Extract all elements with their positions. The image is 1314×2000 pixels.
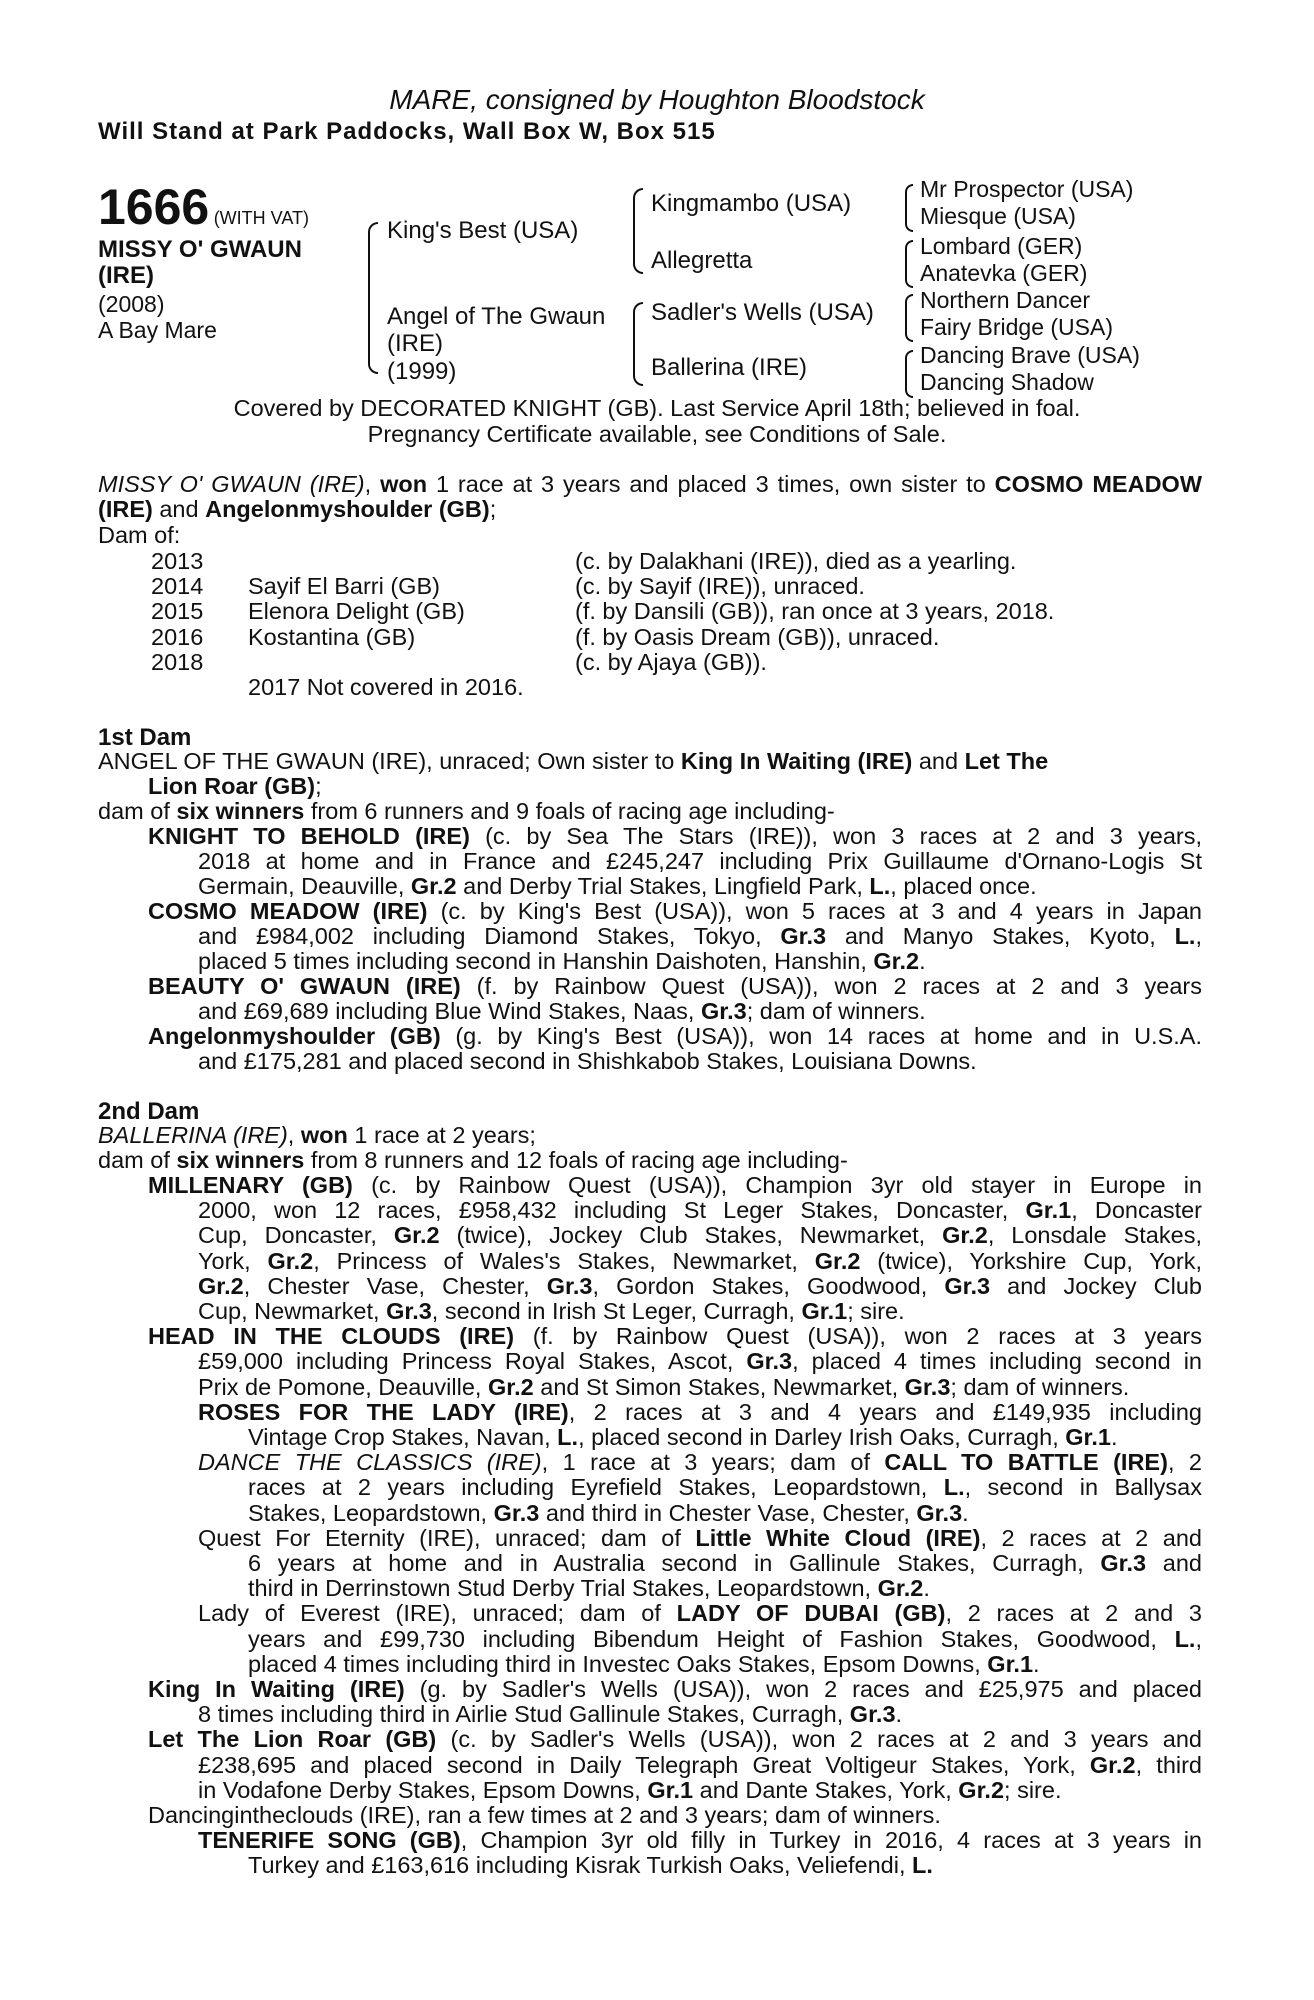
- intro-text: 1 race at 3 years and placed 3 times, own sister to: [427, 471, 995, 497]
- entry-text: ,: [1195, 923, 1202, 949]
- bold-text: Gr.3: [904, 1373, 951, 1400]
- line-text: .: [895, 1701, 903, 1728]
- second-dam-line: [248, 1501, 1202, 1526]
- bold-text: Gr.1: [1025, 1197, 1072, 1224]
- line-text: .: [1111, 1424, 1118, 1450]
- second-dam-six-winners: six winners: [176, 1147, 305, 1173]
- intro-won: won: [380, 471, 428, 497]
- dam-dam: Ballerina (IRE): [651, 354, 808, 381]
- line-text: , Princess of Wales's Stakes, Newmarket,: [313, 1247, 815, 1274]
- bold-text: Gr.2: [393, 1222, 440, 1249]
- second-dam-line: [148, 1803, 1202, 1828]
- produce-name: Kostantina (GB): [248, 623, 416, 650]
- intro-end: ;: [489, 496, 497, 523]
- entry-text: and Derby Trial Stakes, Lingfield Park,: [456, 873, 870, 899]
- horse-country: (IRE): [98, 262, 154, 289]
- line-text: , Doncaster: [1071, 1197, 1202, 1224]
- line-text: in Vodafone Derby Stakes, Epsom Downs,: [198, 1776, 648, 1803]
- intro-paragraph: [98, 472, 1202, 522]
- entry-text: and £984,002 including Diamond Stakes, Tokyo,: [198, 923, 781, 949]
- first-dam-king-waiting: King In Waiting (IRE): [680, 748, 913, 774]
- pedigree-brace-3c: [905, 294, 913, 342]
- bold-text: Gr.3: [916, 1499, 963, 1526]
- listed-label: L.: [1174, 923, 1196, 949]
- first-dam-entry-3-line-1: [148, 974, 1202, 999]
- line-text: York,: [198, 1247, 268, 1274]
- produce-info: (c. by Ajaya (GB)).: [575, 648, 767, 675]
- line-text: Vintage Crop Stakes, Navan,: [248, 1424, 558, 1450]
- entry-angelonmyshoulder: Angelonmyshoulder (GB): [148, 1023, 441, 1049]
- lot-number: 1666: [98, 179, 210, 235]
- produce-info: (f. by Dansili (GB)), ran once at 3 years, 2018.: [575, 598, 1055, 625]
- bold-text: Gr.2: [877, 1575, 924, 1602]
- pedigree-brace-3a: [905, 184, 913, 232]
- bold-text: Gr.2: [814, 1247, 861, 1274]
- line-text: , 2 races at 2 and: [980, 1524, 1202, 1551]
- produce-name: Elenora Delight (GB): [248, 598, 465, 625]
- entry-knight-to-behold: KNIGHT TO BEHOLD (IRE): [148, 823, 470, 849]
- second-dam-damof-a: dam of: [98, 1147, 177, 1173]
- bold-text: Gr.1: [987, 1650, 1034, 1677]
- bold-text: L.: [943, 1474, 965, 1501]
- first-dam-entry-1-line-3: [198, 874, 1202, 899]
- line-text: placed 4 times including third in Investec Oaks Stakes, Epsom Downs,: [248, 1650, 988, 1677]
- pedigree-brace-2b: [633, 302, 643, 386]
- line-text: .: [962, 1499, 969, 1526]
- line-text: and Dante Stakes, York,: [693, 1776, 959, 1803]
- line-text: , Lonsdale Stakes,: [987, 1222, 1202, 1249]
- pedigree-g8: Dancing Shadow: [920, 369, 1094, 395]
- pedigree-brace-2a: [633, 188, 643, 274]
- bold-text: Gr.3: [546, 1272, 593, 1299]
- dam-sire: Sadler's Wells (USA): [651, 299, 874, 326]
- second-dam-line: [148, 1324, 1202, 1349]
- line-text: years and £99,730 including Bibendum Height of Fashion Stakes, Goodwood,: [248, 1625, 1175, 1652]
- first-dam-entry-2-line-3: [198, 949, 1202, 974]
- entry-text: , placed once.: [890, 873, 1037, 899]
- grade-label: Gr.3: [700, 998, 747, 1024]
- pedigree-g1: Mr Prospector (USA): [920, 176, 1134, 202]
- not-covered-note: 2017 Not covered in 2016.: [248, 674, 524, 700]
- produce-year: 2018: [151, 648, 204, 675]
- bold-text: L.: [1174, 1625, 1196, 1652]
- entry-text: and £69,689 including Blue Wind Stakes, Naas,: [198, 998, 701, 1024]
- second-dam-line: [198, 1249, 1202, 1274]
- line-text: Quest For Eternity (IRE), unraced; dam of: [198, 1524, 696, 1551]
- bold-text: Gr.1: [801, 1298, 848, 1324]
- second-dam-won: won: [300, 1122, 348, 1148]
- line-text: , third: [1135, 1751, 1203, 1778]
- bold-text: Little White Cloud (IRE): [695, 1524, 981, 1551]
- bold-text: Gr.1: [647, 1776, 694, 1803]
- consignor-line: MARE, consigned by Houghton Bloodstock: [389, 84, 925, 115]
- bold-text: L.: [912, 1852, 933, 1879]
- line-text: 2000, won 12 races, £958,432 including St Leger Stakes, Doncaster,: [198, 1197, 1026, 1224]
- entry-text: (c. by Sea The Stars (IRE)), won 3 races at 2 and 3 years,: [469, 823, 1202, 849]
- line-text: 8 times including third in Airlie Stud Gallinule Stakes, Curragh,: [198, 1701, 850, 1728]
- line-text: £59,000 including Princess Royal Stakes, Ascot,: [198, 1348, 747, 1375]
- line-text: £238,695 and placed second in Daily Telegraph Great Voltigeur Stakes, York,: [198, 1751, 1090, 1778]
- line-text: , Champion 3yr old filly in Turkey in 2016, 4 races at 3 years in: [460, 1827, 1202, 1854]
- bold-text: Gr.2: [1089, 1751, 1136, 1778]
- first-dam-and: and: [912, 748, 965, 774]
- bold-text: Let The Lion Roar (GB): [148, 1726, 437, 1753]
- line-text: , 2 races at 3 and 4 years and £149,935 including: [568, 1398, 1202, 1425]
- first-dam-damof-b: from 6 runners and 9 foals of racing age including-: [304, 798, 835, 824]
- entry-text: .: [919, 948, 926, 974]
- bold-text: Gr.3: [944, 1272, 991, 1299]
- second-dam-line: [198, 1274, 1202, 1299]
- intro-horse-name: MISSY O' GWAUN (IRE): [98, 471, 365, 497]
- produce-name: Sayif El Barri (GB): [248, 573, 440, 600]
- produce-year: 2016: [151, 623, 204, 650]
- first-dam-entry-2-line-2: [198, 924, 1202, 949]
- second-dam-name: BALLERINA (IRE): [98, 1122, 288, 1148]
- first-dam-entry-4-line-2: and £175,281 and placed second in Shishkabob Stakes, Louisiana Downs.: [198, 1048, 977, 1074]
- produce-year: 2015: [151, 598, 204, 625]
- pedigree-g7: Dancing Brave (USA): [920, 342, 1140, 368]
- second-dam-line: [198, 1450, 1202, 1475]
- covered-line: Covered by DECORATED KNIGHT (GB). Last Service April 18th; believed in foal.: [233, 395, 1081, 421]
- second-dam-dam-of: [98, 1148, 848, 1173]
- pedigree-g6: Fairy Bridge (USA): [920, 314, 1113, 340]
- dam-name: Angel of The Gwaun: [387, 303, 606, 330]
- pedigree-g4: Anatevka (GER): [920, 260, 1088, 286]
- second-dam-line: [248, 1627, 1202, 1652]
- second-dam-line: [198, 1349, 1202, 1374]
- line-text: (c. by Sadler's Wells (USA)), won 2 races at 2 and 3 years and: [436, 1726, 1202, 1753]
- grade-label: Gr.2: [410, 873, 457, 899]
- horse-name: MISSY O' GWAUN: [98, 236, 302, 263]
- entry-text: (c. by King's Best (USA)), won 5 races at 3 and 4 years in Japan: [427, 898, 1202, 924]
- line-text: races at 2 years including Eyrefield Stakes, Leopardstown,: [248, 1474, 944, 1501]
- location-line: Will Stand at Park Paddocks, Wall Box W, Box 515: [98, 118, 716, 145]
- second-dam-line: [198, 1375, 1202, 1400]
- first-dam-dam-of: [98, 799, 835, 824]
- entry-text: (g. by King's Best (USA)), won 14 races at home and in U.S.A.: [440, 1023, 1202, 1049]
- second-dam-line: [248, 1425, 1202, 1450]
- line-text: (g. by Sadler's Wells (USA)), won 2 races and £25,975 and placed: [404, 1676, 1202, 1702]
- line-text: ; sire.: [847, 1298, 905, 1324]
- first-dam-intro-cont: [148, 774, 322, 799]
- bold-text: Gr.2: [198, 1272, 244, 1299]
- bold-text: Gr.2: [958, 1776, 1005, 1803]
- second-dam-line: [148, 1727, 1202, 1752]
- second-dam-line: [198, 1753, 1202, 1778]
- bold-text: King In Waiting (IRE): [148, 1676, 405, 1702]
- line-text: Lady of Everest (IRE), unraced; dam of: [198, 1600, 677, 1627]
- second-dam-line: [198, 1400, 1202, 1425]
- produce-year: 2014: [151, 573, 204, 600]
- line-text: 6 years at home and in Australia second in Gallinule Stakes, Curragh,: [248, 1550, 1101, 1576]
- line-text: , 2 races at 2 and 3: [945, 1600, 1202, 1627]
- bold-text: L.: [557, 1424, 579, 1450]
- dam-country: (IRE): [387, 330, 443, 357]
- line-text: Cup, Doncaster,: [198, 1222, 394, 1249]
- bold-text: Gr.3: [493, 1499, 540, 1526]
- produce-info: (c. by Dalakhani (IRE)), died as a yearling.: [575, 548, 1017, 574]
- pedigree-g5: Northern Dancer: [920, 287, 1091, 313]
- first-dam-intro-text: ANGEL OF THE GWAUN (IRE), unraced; Own sister to: [98, 748, 681, 774]
- second-dam-line: [198, 1526, 1202, 1551]
- line-text: and Jockey Club: [990, 1272, 1202, 1299]
- line-text: Stakes, Leopardstown,: [248, 1499, 494, 1526]
- first-dam-damof-a: dam of: [98, 798, 177, 824]
- second-dam-line: [198, 1223, 1202, 1248]
- first-dam-entry-3-line-2: [198, 999, 1202, 1024]
- bold-text: Gr.2: [942, 1222, 988, 1249]
- first-dam-intro: [98, 749, 1202, 774]
- entry-text: Germain, Deauville,: [198, 873, 411, 899]
- intro-angelon: Angelonmyshoulder (GB): [205, 496, 490, 523]
- line-text: Turkey and £163,616 including Kisrak Turkish Oaks, Veliefendi,: [248, 1852, 913, 1879]
- bold-text: MILLENARY (GB): [148, 1172, 353, 1198]
- pedigree-brace-3b: [905, 240, 913, 288]
- second-dam-line: [248, 1652, 1202, 1677]
- line-text: Prix de Pomone, Deauville,: [198, 1373, 488, 1400]
- sire-dam: Allegretta: [651, 247, 753, 274]
- line-text: and: [1146, 1550, 1202, 1576]
- sire-name: King's Best (USA): [387, 217, 579, 244]
- second-dam-line: [198, 1702, 1202, 1727]
- line-text: , Gordon Stakes, Goodwood,: [592, 1272, 945, 1299]
- first-dam-lion-roar: Let The: [964, 748, 1049, 774]
- bold-text: Gr.3: [386, 1298, 432, 1324]
- italic-name: DANCE THE CLASSICS (IRE): [198, 1449, 542, 1476]
- sire-sire: Kingmambo (USA): [651, 190, 852, 217]
- line-text: , Chester Vase, Chester,: [243, 1272, 547, 1299]
- first-dam-entry-2-line-1: [148, 899, 1202, 924]
- line-text: (f. by Rainbow Quest (USA)), won 2 races at 3 years: [514, 1323, 1203, 1350]
- line-text: .: [1033, 1650, 1040, 1677]
- bold-text: HEAD IN THE CLOUDS (IRE): [148, 1323, 515, 1350]
- vat-note: (WITH VAT): [213, 208, 309, 228]
- entry-text: placed 5 times including second in Hanshin Daishoten, Hanshin,: [198, 948, 874, 974]
- second-dam-line: [198, 1778, 1202, 1803]
- second-dam-damof-b: from 8 runners and 12 foals of racing age including-: [304, 1147, 848, 1173]
- bold-text: Gr.2: [267, 1247, 314, 1274]
- second-dam-line: [198, 1299, 1202, 1324]
- produce-info: (f. by Oasis Dream (GB)), unraced.: [575, 623, 940, 650]
- pedigree-brace-1: [368, 222, 378, 374]
- dam-of-label: Dam of:: [98, 522, 181, 548]
- produce-info: (c. by Sayif (IRE)), unraced.: [575, 573, 865, 600]
- first-dam-entry-1-line-1: [148, 824, 1202, 849]
- second-dam-line: [198, 1198, 1202, 1223]
- second-dam-heading: 2nd Dam: [98, 1098, 200, 1125]
- lot-number-block: [98, 178, 309, 236]
- line-text: ; dam of winners.: [950, 1373, 1130, 1400]
- pregnancy-line: Pregnancy Certificate available, see Conditions of Sale.: [367, 421, 947, 447]
- line-text: (twice), Yorkshire Cup, York,: [860, 1247, 1202, 1274]
- bold-text: Gr.3: [849, 1701, 896, 1728]
- second-dam-line: [248, 1551, 1202, 1576]
- listed-label: L.: [869, 873, 891, 899]
- bold-text: Gr.3: [1100, 1550, 1147, 1576]
- second-dam-intro: [98, 1123, 536, 1148]
- bold-text: Gr.3: [746, 1348, 793, 1375]
- bold-text: TENERIFE SONG (GB): [198, 1827, 461, 1854]
- dam-year: (1999): [387, 358, 457, 385]
- line-text: .: [923, 1575, 930, 1602]
- line-text: and third in Chester Vase, Chester,: [539, 1499, 917, 1526]
- line-text: , 1 race at 3 years; dam of: [541, 1449, 885, 1476]
- line-text: (c. by Rainbow Quest (USA)), Champion 3yr old stayer in Europe in: [352, 1172, 1202, 1198]
- first-dam-entry-4-line-1: [148, 1024, 1202, 1049]
- entry-beauty-o-gwaun: BEAUTY O' GWAUN (IRE): [148, 973, 461, 999]
- line-text: ; sire.: [1004, 1776, 1062, 1803]
- entry-text: ; dam of winners.: [746, 998, 926, 1024]
- second-dam-line: [198, 1601, 1202, 1626]
- bold-text: Gr.1: [1065, 1424, 1111, 1450]
- entry-text: and Manyo Stakes, Kyoto,: [826, 923, 1175, 949]
- second-dam-sep: ,: [287, 1122, 301, 1148]
- pedigree-g2: Miesque (USA): [920, 203, 1076, 229]
- intro-sep: ,: [364, 471, 381, 497]
- bold-text: LADY OF DUBAI (GB): [676, 1600, 946, 1627]
- first-dam-heading: 1st Dam: [98, 724, 192, 751]
- bold-text: ROSES FOR THE LADY (IRE): [198, 1398, 569, 1425]
- first-dam-six-winners: six winners: [176, 798, 305, 824]
- line-text: , 2: [1167, 1449, 1202, 1476]
- grade-label: Gr.3: [780, 923, 827, 949]
- entry-text: (f. by Rainbow Quest (USA)), won 2 races at 2 and 3 years: [460, 973, 1202, 999]
- second-dam-line: [248, 1576, 1202, 1601]
- line-text: and St Simon Stakes, Newmarket,: [533, 1373, 905, 1400]
- first-dam-intro-end: ;: [315, 773, 322, 799]
- first-dam-lion-roar-2: Lion Roar (GB): [148, 773, 316, 799]
- line-text: , placed 4 times including second in: [792, 1348, 1202, 1375]
- pedigree-g3: Lombard (GER): [920, 233, 1083, 259]
- line-text: , placed second in Darley Irish Oaks, Curragh,: [578, 1424, 1066, 1450]
- second-dam-line: [148, 1173, 1202, 1198]
- bold-text: CALL TO BATTLE (IRE): [884, 1449, 1168, 1476]
- second-dam-line: [148, 1677, 1202, 1702]
- pedigree-brace-3d: [905, 350, 913, 398]
- line-text: Dancingintheclouds (IRE), ran a few times at 2 and 3 years; dam of winners.: [148, 1802, 941, 1828]
- line-text: Cup, Newmarket,: [198, 1298, 387, 1324]
- line-text: third in Derrinstown Stud Derby Trial Stakes, Leopardstown,: [248, 1575, 878, 1602]
- second-dam-line: [248, 1475, 1202, 1500]
- horse-year: (2008): [98, 291, 165, 317]
- intro-cosmo: COSMO MEADOW (IRE): [98, 471, 1202, 523]
- produce-year: 2013: [151, 548, 204, 574]
- first-dam-entry-1-line-2: 2018 at home and in France and £245,247 including Prix Guillaume d'Ornano-Logis St: [198, 848, 1202, 874]
- bold-text: Gr.2: [487, 1373, 534, 1400]
- second-dam-intro-text: 1 race at 2 years;: [347, 1122, 536, 1148]
- entry-cosmo-meadow: COSMO MEADOW (IRE): [148, 898, 428, 924]
- intro-and: and: [152, 496, 206, 523]
- second-dam-line: [198, 1828, 1202, 1853]
- line-text: , second in Irish St Leger, Curragh,: [431, 1298, 802, 1324]
- horse-description: A Bay Mare: [98, 317, 217, 343]
- second-dam-line: [248, 1853, 1202, 1878]
- line-text: (twice), Jockey Club Stakes, Newmarket,: [439, 1222, 943, 1249]
- line-text: , second in Ballysax: [964, 1474, 1202, 1501]
- grade-label: Gr.2: [873, 948, 920, 974]
- line-text: ,: [1195, 1625, 1202, 1652]
